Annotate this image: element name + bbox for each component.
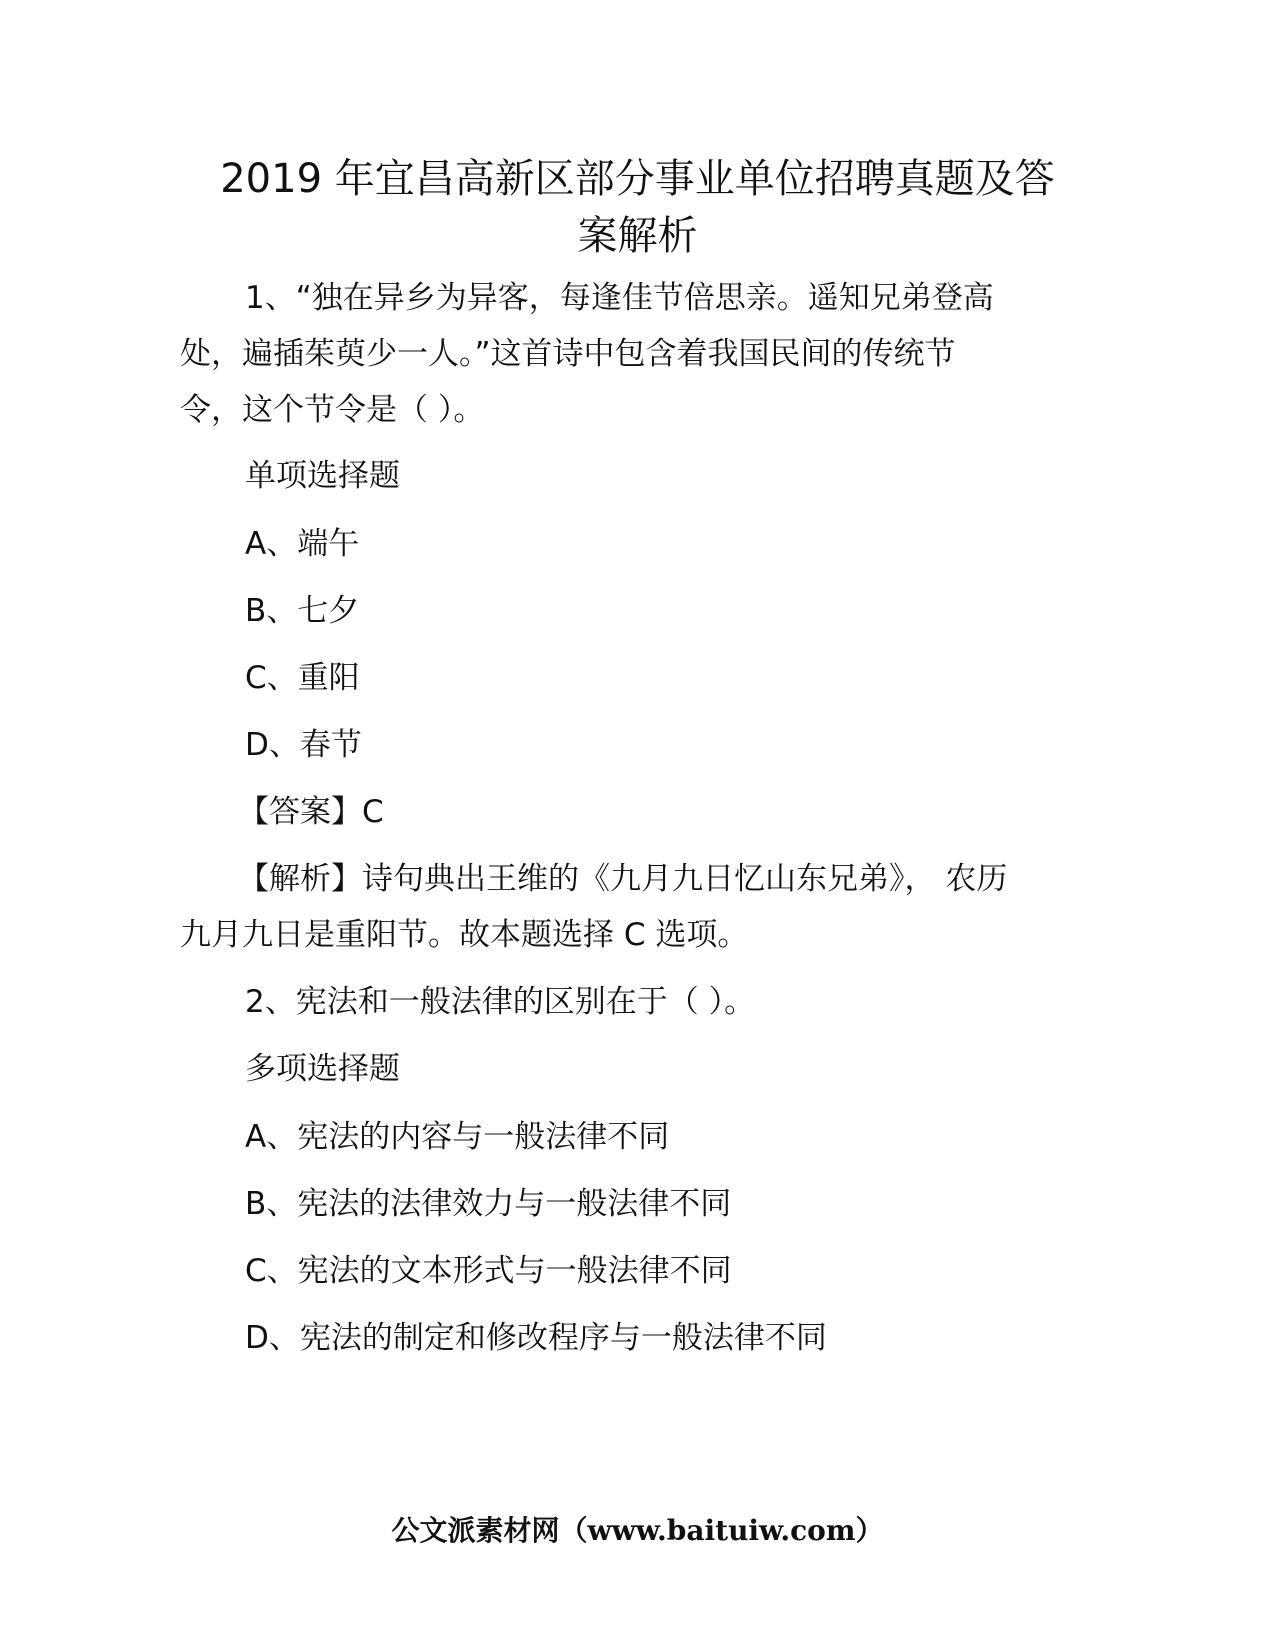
question-1-option-c: C、重阳 — [245, 660, 360, 696]
question-1-type: 单项选择题 — [245, 458, 400, 494]
question-1-stem-line-3: 令，这个节令是（ ）。 — [180, 392, 485, 428]
question-2-option-b: B、宪法的法律效力与一般法律不同 — [245, 1186, 732, 1222]
question-1-stem-line-2: 处，遍插茱萸少一人。”这首诗中包含着我国民间的传统节 — [180, 336, 956, 372]
question-2-type: 多项选择题 — [245, 1051, 400, 1087]
question-1-analysis-line-1: 【解析】诗句典出王维的《九月九日忆山东兄弟》， 农历 — [238, 861, 1008, 897]
question-1-option-d: D、春节 — [245, 727, 362, 763]
question-1-analysis-line-2: 九月九日是重阳节。故本题选择 C 选项。 — [180, 917, 749, 953]
question-2-option-d: D、宪法的制定和修改程序与一般法律不同 — [245, 1320, 827, 1356]
question-1-option-b: B、七夕 — [245, 593, 360, 629]
question-2-option-a: A、宪法的内容与一般法律不同 — [245, 1119, 670, 1155]
question-2-stem-line-1: 2、宪法和一般法律的区别在于（ ）。 — [245, 984, 756, 1020]
question-1-answer: 【答案】C — [238, 794, 384, 830]
question-1-option-a: A、端午 — [245, 526, 360, 562]
document-title-line-1: 2019 年宜昌高新区部分事业单位招聘真题及答 — [220, 156, 1055, 202]
document-title-line-2: 案解析 — [577, 213, 698, 259]
page-footer-source: 公文派素材网（www.baituiw.com） — [391, 1514, 884, 1547]
question-2-option-c: C、宪法的文本形式与一般法律不同 — [245, 1253, 732, 1289]
question-1-stem-line-1: 1、“独在异乡为异客，每逢佳节倍思亲。遥知兄弟登高 — [245, 280, 994, 316]
